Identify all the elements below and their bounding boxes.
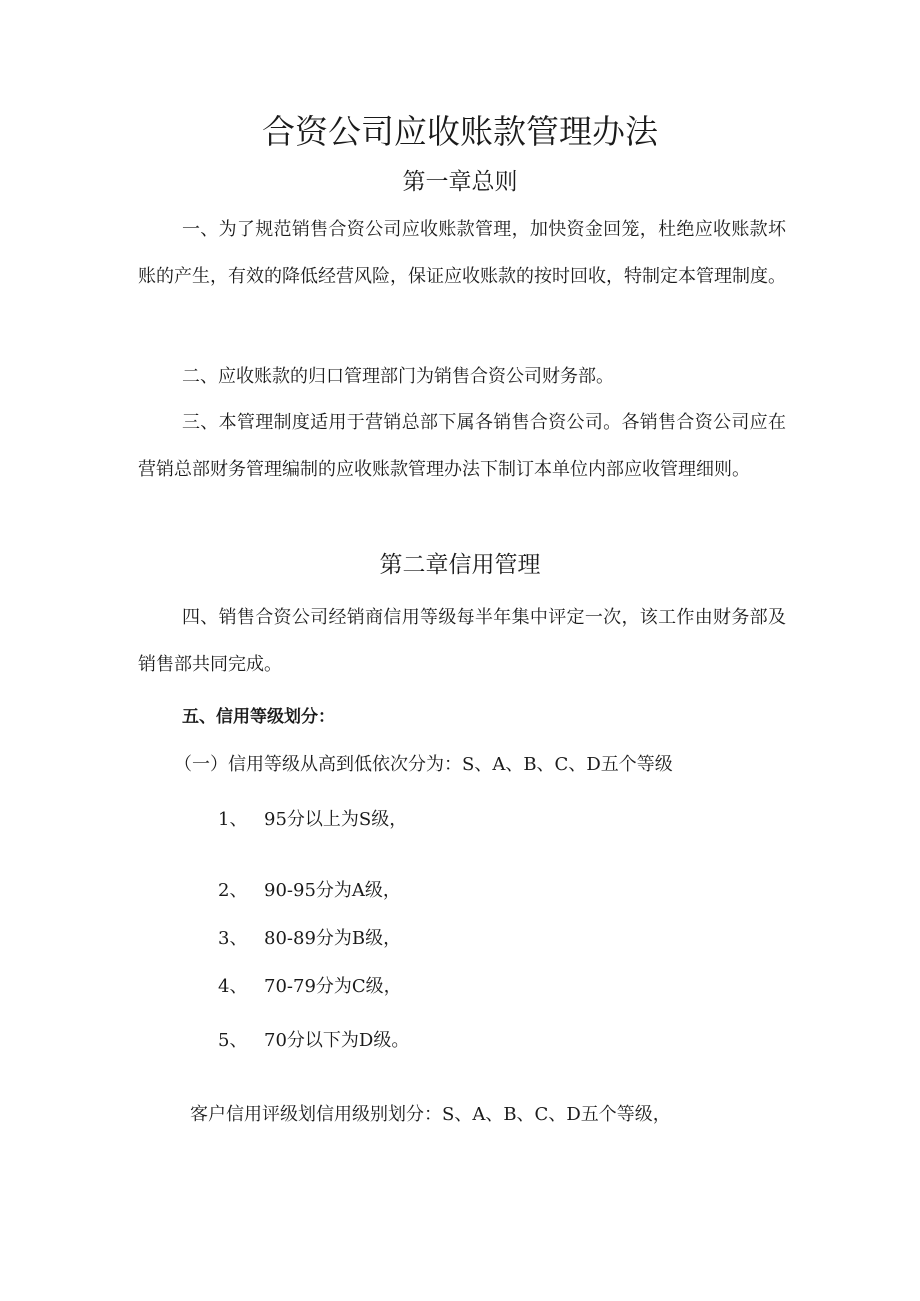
grade-text: 70分以下为D级。 xyxy=(264,1030,410,1051)
subsection-1: （一）信用等级从高到低依次分为：S、A、B、C、D五个等级 xyxy=(174,754,673,775)
grade-number: 5、 xyxy=(218,1030,248,1051)
grade-number: 1、 xyxy=(218,809,248,830)
paragraph-4: 四、销售合资公司经销商信用等级每半年集中评定一次，该工作由财务部及销售部共同完成。 xyxy=(138,607,786,675)
chapter-2-heading: 第二章信用管理 xyxy=(379,552,541,578)
grade-item-d xyxy=(218,1027,409,1055)
grade-text: 80-89分为B级， xyxy=(264,928,402,949)
grade-text: 90-95分为A级， xyxy=(264,880,401,901)
grade-item-s xyxy=(218,806,407,834)
grade-item-b xyxy=(218,925,401,953)
grade-number: 3、 xyxy=(218,928,248,949)
section-5-heading: 五、信用等级划分： xyxy=(182,707,335,727)
grade-text: 95分以上为S级， xyxy=(264,809,408,830)
paragraph-1: 一、为了规范销售合资公司应收账款管理，加快资金回笼，杜绝应收账款坏账的产生，有效的降低经营风险，保证应收账款的按时回收，特制定本管理制度。 xyxy=(138,219,786,287)
grade-number: 2、 xyxy=(218,880,248,901)
paragraph-3: 三、本管理制度适用于营销总部下属各销售合资公司。各销售合资公司应在营销总部财务管理编制的应收账款管理办法下制订本单位内部应收管理细则。 xyxy=(138,412,786,480)
grade-item-c xyxy=(218,973,402,1001)
paragraph-2: 二、应收账款的归口管理部门为销售合资公司财务部。 xyxy=(182,366,614,387)
document-title: 合资公司应收账款管理办法 xyxy=(262,112,658,151)
grade-number: 4、 xyxy=(218,976,248,997)
grade-item-a xyxy=(218,877,401,905)
closing-line: 客户信用评级划信用级别划分：S、A、B、C、D五个等级， xyxy=(190,1104,671,1125)
grade-text: 70-79分为C级， xyxy=(264,976,402,997)
chapter-1-heading: 第一章总则 xyxy=(402,169,518,195)
